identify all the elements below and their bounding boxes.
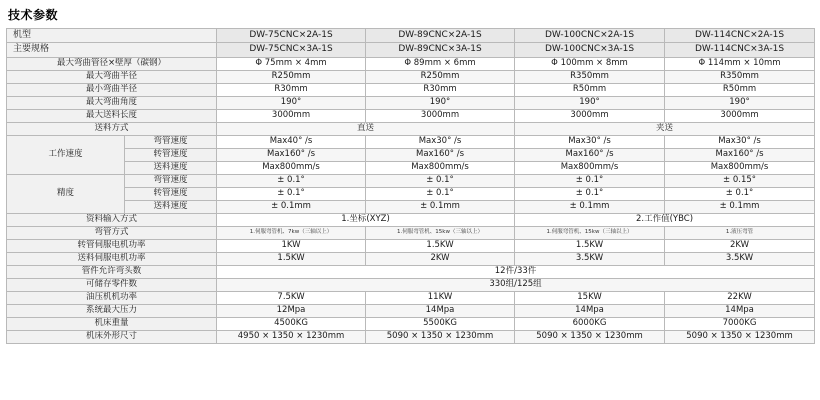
row-value: 14Mpa [665, 304, 815, 317]
row-sublabel: 送料速度 [125, 161, 217, 174]
row-value: R350mm [515, 70, 665, 83]
row-label: 最大送料长度 [7, 109, 217, 122]
row-value: Max30° /s [366, 135, 515, 148]
row-value-note: 1.伺服弯管机、15kw（三轴以上） [546, 229, 633, 236]
row-value: R50mm [515, 83, 665, 96]
row-value: 3000mm [515, 109, 665, 122]
row-value: ± 0.1mm [217, 200, 366, 213]
row-value: Max160° /s [217, 148, 366, 161]
table-row [7, 122, 815, 135]
column-header-model-1: DW-75CNC×2A-1S [217, 29, 366, 43]
row-label: 转管伺服电机功率 [7, 239, 217, 252]
row-sublabel: 送料速度 [125, 200, 217, 213]
row-value: ± 0.1mm [665, 200, 815, 213]
row-value-merged: 330组/125组 [217, 278, 815, 291]
column-header-model-4: DW-114CNC×2A-1S [665, 29, 815, 43]
row-sublabel: 转管速度 [125, 187, 217, 200]
row-value-merged: 2.工作值(YBC) [515, 213, 815, 226]
row-value: 6000KG [515, 317, 665, 330]
row-value: 11KW [366, 291, 515, 304]
row-value: Max30° /s [665, 135, 815, 148]
table-row [7, 70, 815, 83]
row-value: ± 0.1° [515, 187, 665, 200]
row-value: ± 0.1mm [366, 200, 515, 213]
row-value: 4500KG [217, 317, 366, 330]
row-label: 油压机机功率 [7, 291, 217, 304]
row-value: Φ 89mm × 6mm [366, 57, 515, 70]
row-value: 3.5KW [515, 252, 665, 265]
row-value: 190° [217, 96, 366, 109]
table-header-row-spec [7, 43, 815, 57]
table-row [7, 96, 815, 109]
header-label-main-spec: 主要规格 [7, 43, 217, 57]
header-label-model: 机型 [7, 29, 217, 43]
row-label: 最小弯曲半径 [7, 83, 217, 96]
row-value: Max800mm/s [515, 161, 665, 174]
row-value: ± 0.15° [665, 174, 815, 187]
row-value: R30mm [366, 83, 515, 96]
row-value: Max800mm/s [366, 161, 515, 174]
table-row [7, 291, 815, 304]
row-value: 1.5KW [366, 239, 515, 252]
row-value: 14Mpa [515, 304, 665, 317]
row-value: ± 0.1° [665, 187, 815, 200]
table-row [7, 200, 815, 213]
row-value: Φ 100mm × 8mm [515, 57, 665, 70]
row-value: ± 0.1° [366, 174, 515, 187]
row-value: 190° [515, 96, 665, 109]
row-value: 15KW [515, 291, 665, 304]
row-label: 最大弯曲半径 [7, 70, 217, 83]
table-row [7, 83, 815, 96]
column-header-spec-3: DW-100CNC×3A-1S [515, 43, 665, 57]
row-value: 7000KG [665, 317, 815, 330]
row-value: R250mm [366, 70, 515, 83]
table-row [7, 161, 815, 174]
row-value: 5500KG [366, 317, 515, 330]
row-value: 190° [366, 96, 515, 109]
row-label: 最大弯曲管径×壁厚（碳钢） [7, 57, 217, 70]
row-value-merged: 夹送 [515, 122, 815, 135]
row-label: 资料输入方式 [7, 213, 217, 226]
row-value [217, 226, 366, 239]
row-label: 机床外形尺寸 [7, 330, 217, 343]
table-row [7, 330, 815, 343]
row-label: 可储存零件数 [7, 278, 217, 291]
row-value-merged: 12件/33件 [217, 265, 815, 278]
row-value: R350mm [665, 70, 815, 83]
row-value: ± 0.1° [366, 187, 515, 200]
row-value: Φ 114mm × 10mm [665, 57, 815, 70]
row-value: Max800mm/s [217, 161, 366, 174]
row-value: Max160° /s [665, 148, 815, 161]
row-value: Φ 75mm × 4mm [217, 57, 366, 70]
row-label: 送料伺服电机功率 [7, 252, 217, 265]
table-row [7, 278, 815, 291]
table-row [7, 109, 815, 122]
row-value-merged: 直送 [217, 122, 515, 135]
row-value: 2KW [665, 239, 815, 252]
row-value: R250mm [217, 70, 366, 83]
table-row [7, 239, 815, 252]
row-label: 精度 [7, 174, 125, 213]
table-row [7, 304, 815, 317]
table-row [7, 148, 815, 161]
table-row [7, 57, 815, 70]
table-row [7, 174, 815, 187]
row-value [515, 226, 665, 239]
row-label: 工作速度 [7, 135, 125, 174]
row-label: 机床重量 [7, 317, 217, 330]
row-value: 5090 × 1350 × 1230mm [515, 330, 665, 343]
table-row [7, 226, 815, 239]
row-label: 送料方式 [7, 122, 217, 135]
row-value [665, 226, 815, 239]
table-header-row-model [7, 29, 815, 43]
table-row [7, 135, 815, 148]
row-value: 3000mm [366, 109, 515, 122]
row-sublabel: 转管速度 [125, 148, 217, 161]
row-value-note: 1.伺服弯管机、7kw（三轴以上） [249, 229, 333, 236]
column-header-spec-4: DW-114CNC×3A-1S [665, 43, 815, 57]
row-value: Max160° /s [515, 148, 665, 161]
table-row [7, 265, 815, 278]
row-sublabel: 弯管速度 [125, 135, 217, 148]
row-value: Max800mm/s [665, 161, 815, 174]
row-value: Max160° /s [366, 148, 515, 161]
row-label: 弯管方式 [7, 226, 217, 239]
row-value: 190° [665, 96, 815, 109]
row-value: 1.5KW [515, 239, 665, 252]
row-value-note: 1.液压弯管 [725, 229, 754, 236]
row-value: 2KW [366, 252, 515, 265]
row-value: 12Mpa [217, 304, 366, 317]
table-row [7, 252, 815, 265]
row-value: ± 0.1mm [515, 200, 665, 213]
row-label: 系统最大压力 [7, 304, 217, 317]
row-label: 最大弯曲角度 [7, 96, 217, 109]
row-value: 14Mpa [366, 304, 515, 317]
row-value: Max40° /s [217, 135, 366, 148]
table-row [7, 213, 815, 226]
row-value: 1.5KW [217, 252, 366, 265]
row-value: R50mm [665, 83, 815, 96]
row-value-note: 1.伺服弯管机、15kw（三轴以上） [397, 229, 483, 236]
column-header-spec-1: DW-75CNC×3A-1S [217, 43, 366, 57]
row-value: 1KW [217, 239, 366, 252]
column-header-model-2: DW-89CNC×2A-1S [366, 29, 515, 43]
row-value: 5090 × 1350 × 1230mm [366, 330, 515, 343]
row-value: 3.5KW [665, 252, 815, 265]
table-row [7, 187, 815, 200]
row-value: 22KW [665, 291, 815, 304]
table-row [7, 317, 815, 330]
row-value: 7.5KW [217, 291, 366, 304]
row-value: ± 0.1° [217, 187, 366, 200]
row-value: 3000mm [217, 109, 366, 122]
column-header-spec-2: DW-89CNC×3A-1S [366, 43, 515, 57]
row-value: ± 0.1° [217, 174, 366, 187]
row-value: 3000mm [665, 109, 815, 122]
column-header-model-3: DW-100CNC×2A-1S [515, 29, 665, 43]
row-value: Max30° /s [515, 135, 665, 148]
row-value: R30mm [217, 83, 366, 96]
row-value: 5090 × 1350 × 1230mm [665, 330, 815, 343]
row-sublabel: 弯管速度 [125, 174, 217, 187]
row-value: ± 0.1° [515, 174, 665, 187]
row-value: 4950 × 1350 × 1230mm [217, 330, 366, 343]
technical-specification-table [6, 28, 815, 344]
row-value [366, 226, 515, 239]
page-title: 技术参数 [8, 8, 59, 22]
row-value-merged: 1.坐标(XYZ) [217, 213, 515, 226]
row-label: 管件允许弯头数 [7, 265, 217, 278]
